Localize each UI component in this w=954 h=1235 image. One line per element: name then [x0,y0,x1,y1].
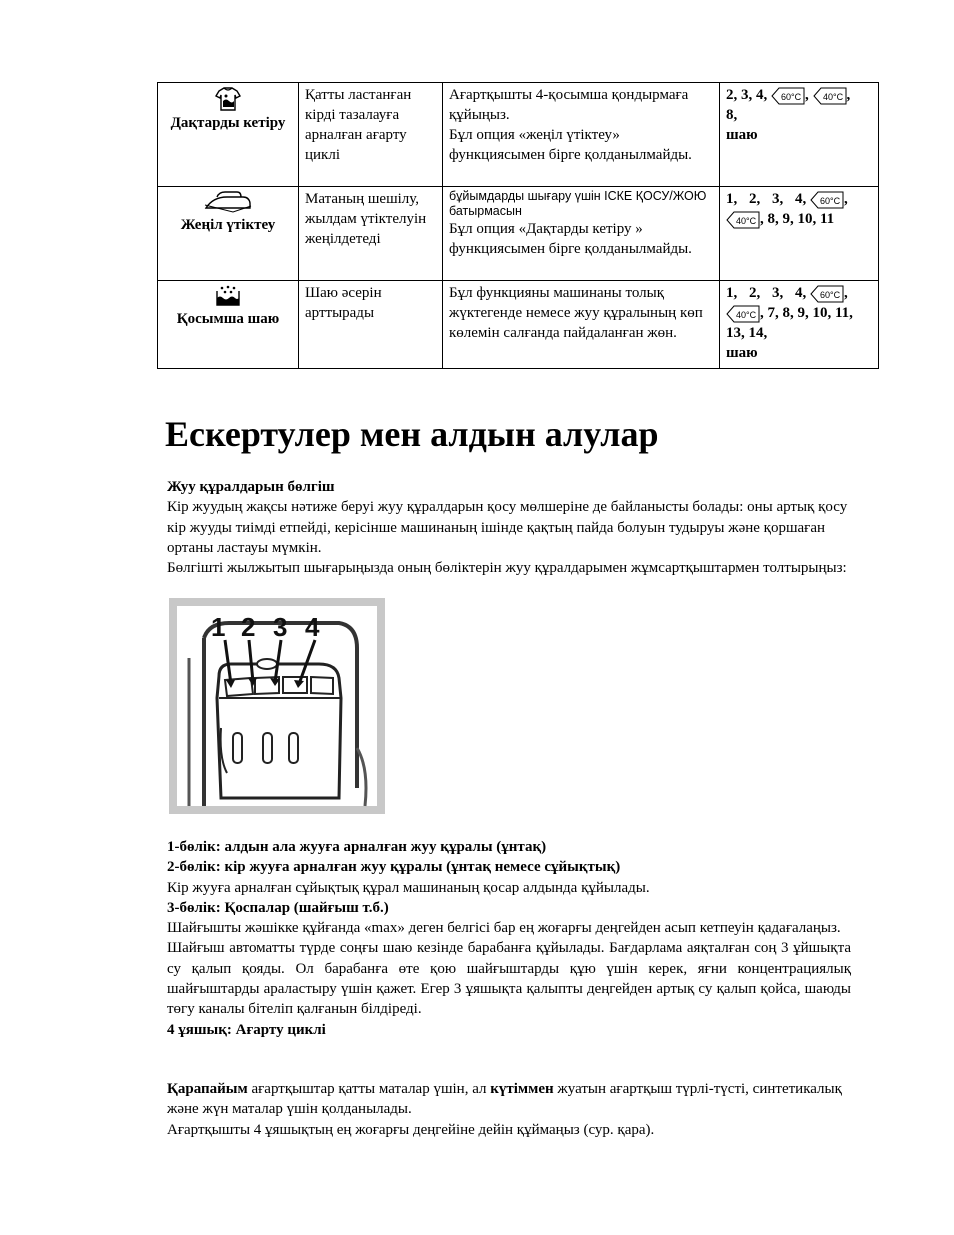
temp-tag-icon [810,285,844,303]
dispenser-intro [167,477,851,578]
part2-text: Кір жууға арналған сұйықтық құрал машинаның қосар алдында құйылады. [167,879,650,896]
temp-label: 40°C [822,91,843,102]
option-notes [443,187,720,281]
program-list: 2, 3, 4, [726,87,768,103]
bleach-note: Ағартқышты 4 ұяшықтың ең жоғарғы деңгейіне дейін құймаңыз (сур. қара). [167,1121,655,1138]
figure-label-1: 1 [211,612,226,642]
part2-heading: 2-бөлік: кір жууға арналған жуу құралы (ұнтақ немесе сұйықтық) [167,859,621,876]
part3-text: Шайғышты жәшікке құйғанда «max» деген белгісі бар ең жоғарғы деңгейден асып кетпеуін қадағалаңыз. [167,920,841,937]
program-list: , 7, 8, 9, 10, 11, 13, 14, [726,305,853,341]
program-list: шаю [726,127,758,143]
bleach-bold-text: күтіммен [490,1081,554,1097]
iron-icon [203,191,253,213]
bleach-text: жуатын ағартқыш түрлі-түсті, синтетикалық және жүн маталар үшін қолданылады. [167,1081,842,1118]
figure-label-2: 2 [241,612,256,642]
part4-heading: 4 ұяшық: Ағарту циклі [167,1021,326,1038]
option-programs: 2, 3, 4, 60°C , 40°C , 8, шаю [720,83,879,187]
option-name-cell [158,281,299,369]
option-purpose: Шаю әсерін арттырады [299,281,443,369]
program-list: 8, [726,107,738,123]
table-row [158,83,879,187]
option-name: Қосымша шаю [176,311,280,327]
program-list: шаю [726,345,758,361]
options-table [157,82,879,369]
option-purpose: Қатты ластанған кірді тазалауға арналған ағарту циклі [299,83,443,187]
option-name-cell [158,83,299,187]
part1-heading: 1-бөлік: алдын ала жууға арналған жуу құралы (ұнтақ) [167,839,547,855]
option-purpose: Матаның шешілу, жылдам үтіктелуін жеңілдетеді [299,187,443,281]
option-note-extra: Бұл опция «жеңіл үтіктеу» функциясымен бірге қолданылмайды. [449,127,692,163]
temp-label: 40°C [736,215,757,226]
part3-text: Шайғыш автоматты түрде соңғы шаю кезінде барабанға құйылады. Бағдарлама аяқталған соң 3 ұйшықта су қалып қояды. Ол барабанға өте қою шайғыштарды құю үшін керек, яғни концентрациялық шайғыштарды араластыру үшін қажет. Егер 3 ұяшықта қалыпты деңгейден артық су қалып қойса, шаюды төгу каналы бітеліп қалғанын білдіреді. [167,940,851,1018]
table-row [158,187,879,281]
temp-tag-icon [771,87,805,105]
option-name: Жеңіл үтіктеу [180,217,276,233]
option-name-cell [158,187,299,281]
program-list: 1, 2, 3, 4, [726,191,807,207]
temp-tag-icon [726,305,760,323]
option-note-extra: Бұл опция «Дақтарды кетіру » функциясымен бірге қолданылмайды. [449,221,692,257]
program-list: , 8, 9, 10, 11 [760,211,835,227]
table-row [158,281,879,369]
option-note-main: Бұл функцияны машинаны толық жүктегенде немесе жуу құралының көп көлемін салғанда пайдаланған жөн. [449,285,703,341]
temp-label: 40°C [736,309,757,320]
dispenser-heading: Жуу құралдарын бөлгіш [167,479,335,495]
section-title: Ескертулер мен алдын алулар [165,414,659,454]
figure-label-4: 4 [305,612,320,642]
option-name: Дақтарды кетіру [170,115,286,131]
dispenser-drawing [169,598,385,814]
bleach-text: ағартқыштар қатты маталар үшін, ал [247,1081,491,1097]
bleach-section [167,1079,851,1140]
part3-heading: 3-бөлік: Қоспалар (шайғыш т.б.) [167,899,389,916]
option-note-small: бұйымдарды шығару үшін ІСКЕ ҚОСУ/ЖОЮ батырмасын [449,189,707,218]
option-notes [443,83,720,187]
temp-tag-icon [726,211,760,229]
option-programs: 1, 2, 3, 4, 60°C , 40°C , 8, 9, 10, 11 [720,187,879,281]
program-list: 1, 2, 3, 4, [726,285,807,301]
figure-label-3: 3 [273,612,288,642]
extra-rinse-icon [215,285,241,307]
temp-label: 60°C [820,289,841,300]
dispenser-fill-paragraph: Бөлгішті жылжытып шығарыңызда оның бөліктерін жуу құралдарымен жұмсартқыштармен толтырыңыз: [167,560,847,577]
bleach-bold-text: Қарапайым [167,1081,248,1097]
temp-tag-icon [813,87,847,105]
option-programs: 1, 2, 3, 4, 60°C , 40°C , 7, 8, 9, 10, 11, 13, 14, шаю [720,281,879,369]
stained-shirt-icon [215,87,241,111]
bleach-paragraph [167,1079,851,1120]
temp-tag-icon [810,191,844,209]
option-notes [443,281,720,369]
dispenser-figure [169,598,385,814]
temp-label: 60°C [781,91,802,102]
dispenser-intro-paragraph: Кір жуудың жақсы нәтиже беруі жуу құралдарын қосу мөлшеріне де байланысты болады: оны артық қосу кір жууды тиімді етпейді, керісінше машинаның ішінде қақтың пайда болуын тудыруы және қоршаған ортаны ластауы мүмкін. [167,499,848,556]
temp-label: 60°C [820,195,841,206]
option-note-main: Ағартқышты 4-қосымша қондырмаға құйыңыз. [449,87,689,123]
compartment-descriptions [167,837,851,1040]
